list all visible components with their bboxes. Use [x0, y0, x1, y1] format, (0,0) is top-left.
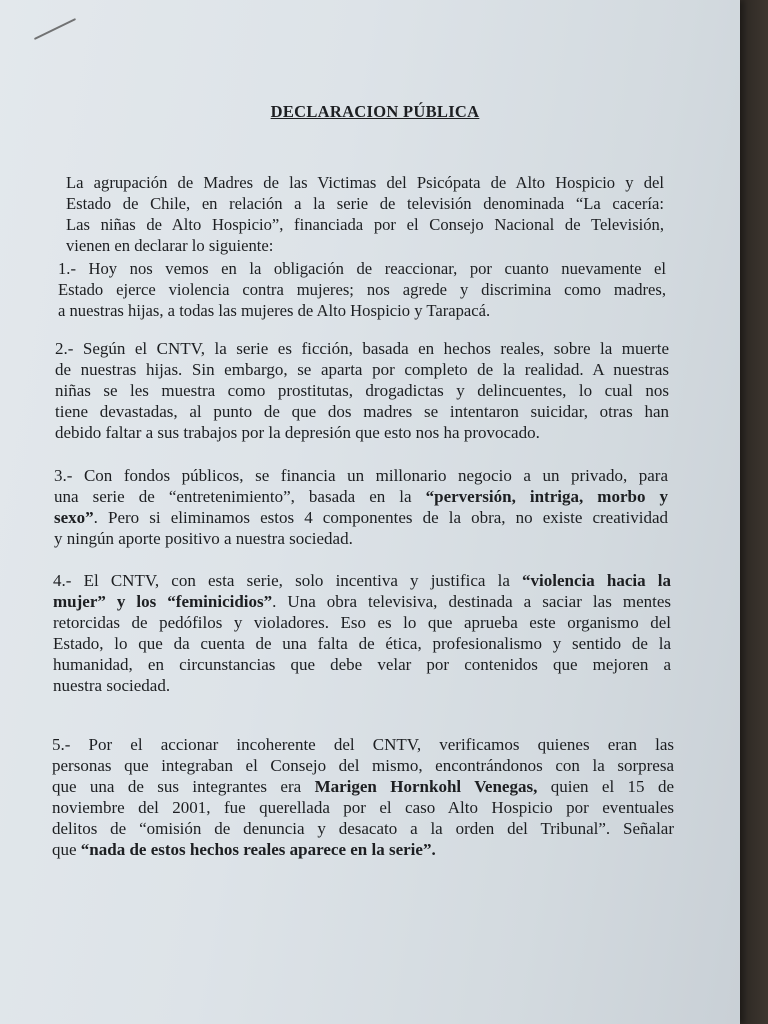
- paragraph-3-line: 3.- Con fondos públicos, se financia un millonario negocio a un privado, para: [54, 466, 668, 485]
- paragraph-3-text: una serie de “entretenimiento”, basada en la: [54, 487, 426, 506]
- bold-phrase: “perversión, intriga, morbo y: [425, 487, 668, 506]
- paragraph-4-line: [53, 591, 671, 612]
- paragraph-4-line: nuestra sociedad.: [53, 676, 171, 695]
- paragraph-1-line: a nuestras hijas, a todas las mujeres de Alto Hospicio y Tarapacá.: [58, 301, 491, 320]
- paragraph-4-text: 4.- El CNTV, con esta serie, solo incentiva y justifica la: [53, 571, 523, 590]
- paragraph-5-line: delitos de “omisión de denuncia y desacato a la orden del Tribunal”. Señalar: [52, 819, 674, 838]
- paragraph-2: [55, 338, 669, 443]
- paragraph-5-line: [52, 839, 674, 860]
- bold-phrase: mujer” y los “feminicidios”: [53, 592, 273, 611]
- paragraph-1: [58, 258, 666, 321]
- bold-phrase: “violencia hacia la: [522, 571, 671, 590]
- paragraph-2-line: niñas se les muestra como prostitutas, drogadictas y delincuentes, lo cual nos: [55, 381, 669, 400]
- intro-line: Las niñas de Alto Hospicio”, financiada por el Consejo Nacional de Televisión,: [66, 215, 664, 234]
- paragraph-5-text: quien el 15 de: [537, 777, 674, 796]
- paragraph-5-line: personas que integraban el Consejo del mismo, encontrándonos con la sorpresa: [52, 756, 674, 775]
- paragraph-1-line: 1.- Hoy nos vemos en la obligación de reaccionar, por cuanto nuevamente el: [58, 259, 666, 278]
- paragraph-3: [54, 465, 668, 549]
- paragraph-4-line: humanidad, en circunstancias que debe velar por contenidos que mejoren a: [53, 655, 671, 674]
- intro-line: La agrupación de Madres de las Victimas del Psicópata de Alto Hospicio y del: [66, 173, 664, 192]
- bold-name: Marigen Hornkohl Venegas,: [314, 777, 538, 796]
- paragraph-3-line: y ningún aporte positivo a nuestra sociedad.: [54, 529, 353, 548]
- paragraph-5-line: 5.- Por el accionar incoherente del CNTV, verificamos quienes eran las: [52, 735, 674, 754]
- paragraph-3-text: . Pero si eliminamos estos 4 componentes de la obra, no existe creatividad: [93, 508, 668, 527]
- paragraph-5-text: que una de sus integrantes era: [52, 777, 315, 796]
- paragraph-4: [53, 570, 671, 696]
- paragraph-5-text: que: [52, 840, 81, 859]
- intro-line: vienen en declarar lo siguiente:: [66, 236, 274, 255]
- paragraph-4-line: retorcidas de pedófilos y violadores. Eso es lo que aprueba este organismo del: [53, 613, 671, 632]
- intro-line: Estado de Chile, en relación a la serie de televisión denominada “La cacería:: [66, 194, 664, 213]
- paragraph-5-line: noviembre del 2001, fue querellada por el caso Alto Hospicio por eventuales: [52, 798, 674, 817]
- document-title: DECLARACION PÚBLICA: [270, 102, 480, 121]
- paragraph-4-text: . Una obra televisiva, destinada a saciar las mentes: [272, 592, 671, 611]
- paragraph-2-line: de nuestras hijas. Sin embargo, se aparta por completo de la realidad. A nuestras: [55, 360, 669, 379]
- bold-phrase: “nada de estos hechos reales aparece en la serie”.: [80, 840, 436, 859]
- paragraph-5: [52, 734, 674, 860]
- paragraph-4-line: [53, 570, 671, 591]
- paragraph-3-line: [54, 507, 668, 528]
- paragraph-3-line: [54, 486, 668, 507]
- pen-mark: [34, 18, 76, 40]
- paragraph-1-line: Estado ejerce violencia contra mujeres; nos agrede y discrimina como madres,: [58, 280, 666, 299]
- paragraph-2-line: 2.- Según el CNTV, la serie es ficción, basada en hechos reales, sobre la muerte: [55, 339, 669, 358]
- bold-phrase: sexo”: [54, 508, 94, 527]
- paragraph-2-line: tiene devastadas, al punto de que dos madres se intentaron suicidar, otras han: [55, 402, 669, 421]
- paragraph-4-line: Estado, lo que da cuenta de una falta de ética, profesionalismo y sentido de la: [53, 634, 671, 653]
- intro-paragraph: [66, 172, 664, 256]
- paragraph-5-line: [52, 776, 674, 797]
- paragraph-2-line: debido faltar a sus trabajos por la depresión que esto nos ha provocado.: [55, 423, 540, 442]
